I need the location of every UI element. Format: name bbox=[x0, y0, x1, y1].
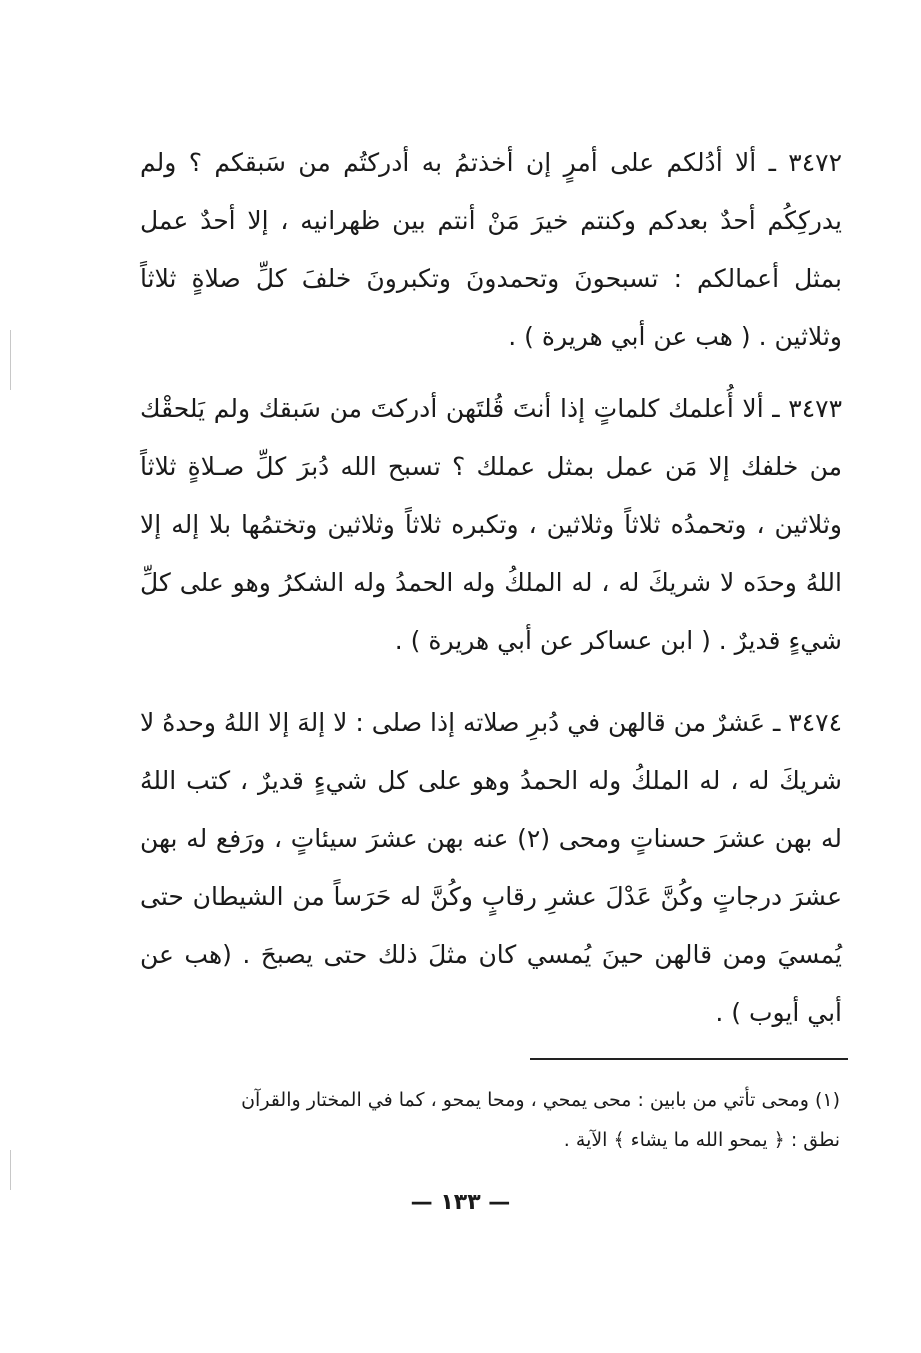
footnote-line-2: نطق : ﴿ يمحو الله ما يشاء ﴾ الآية . bbox=[563, 1129, 840, 1151]
footnote-divider bbox=[530, 1058, 848, 1060]
scan-edge-mark bbox=[10, 330, 11, 390]
hadith-3472: ٣٤٧٢ ـ ألا أدُلكم على أمرٍ إن أخذتمُ به أدركتُم من سَبقكم ؟ ولم يدركِكُم أحدٌ بعدكم وكنتم خيرَ مَنْ أنتم بين ظهرانيه ، إلا أحدٌ عمل بمثل أعمالكم : تسبحونَ وتحمدونَ وتكبرونَ خلفَ كلِّ صلاةٍ ثلاثاً وثلاثين . ( هب عن أبي هريرة ) . bbox=[140, 148, 842, 351]
hadith-3474: ٣٤٧٤ ـ عَشرٌ من قالهن في دُبرِ صلاته إذا صلى : لا إلهَ إلا اللهُ وحدهُ لا شريكَ له ، له الملكُ وله الحمدُ وهو على كل شيءٍ قديرٌ ، كتب اللهُ له بهن عشرَ حسناتٍ ومحى (٢) عنه بهن عشرَ سيئاتٍ ، ورَفع له بهن عشرَ درجاتٍ وكُنَّ عَدْلَ عشرِ رقابٍ وكُنَّ له حَرَساً من الشيطان حتى يُمسيَ ومن قالهن حينَ يُمسي كان مثلَ ذلك حتى يصبحَ . (هب عن أبي أيوب ) . bbox=[139, 708, 842, 1027]
footnote bbox=[150, 1080, 840, 1160]
scan-edge-mark bbox=[10, 1150, 11, 1190]
footnote-line-1: (١) ومحى تأتي من بابين : محى يمحي ، ومحا يمحو ، كما في المختار والقرآن bbox=[241, 1089, 840, 1111]
page-number: — ١٣٣ — bbox=[410, 1190, 511, 1215]
hadith-3473: ٣٤٧٣ ـ ألا أُعلمك كلماتٍ إذا أنتَ قُلتَهن أدركتَ من سَبقك ولم يَلحقْك من خلفك إلا مَن عمل بمثل عملك ؟ تسبح الله دُبرَ كلِّ صـلاةٍ ثلاثاً وثلاثين ، وتحمدُه ثلاثاً وثلاثين ، وتكبره ثلاثاً وثلاثين وتختمُها بلا إله إلا اللهُ وحدَه لا شريكَ له ، له الملكُ وله الحمدُ وله الشكرُ وهو على كلِّ شيءٍ قديرٌ . ( ابن عساكر عن أبي هريرة ) . bbox=[140, 394, 842, 655]
